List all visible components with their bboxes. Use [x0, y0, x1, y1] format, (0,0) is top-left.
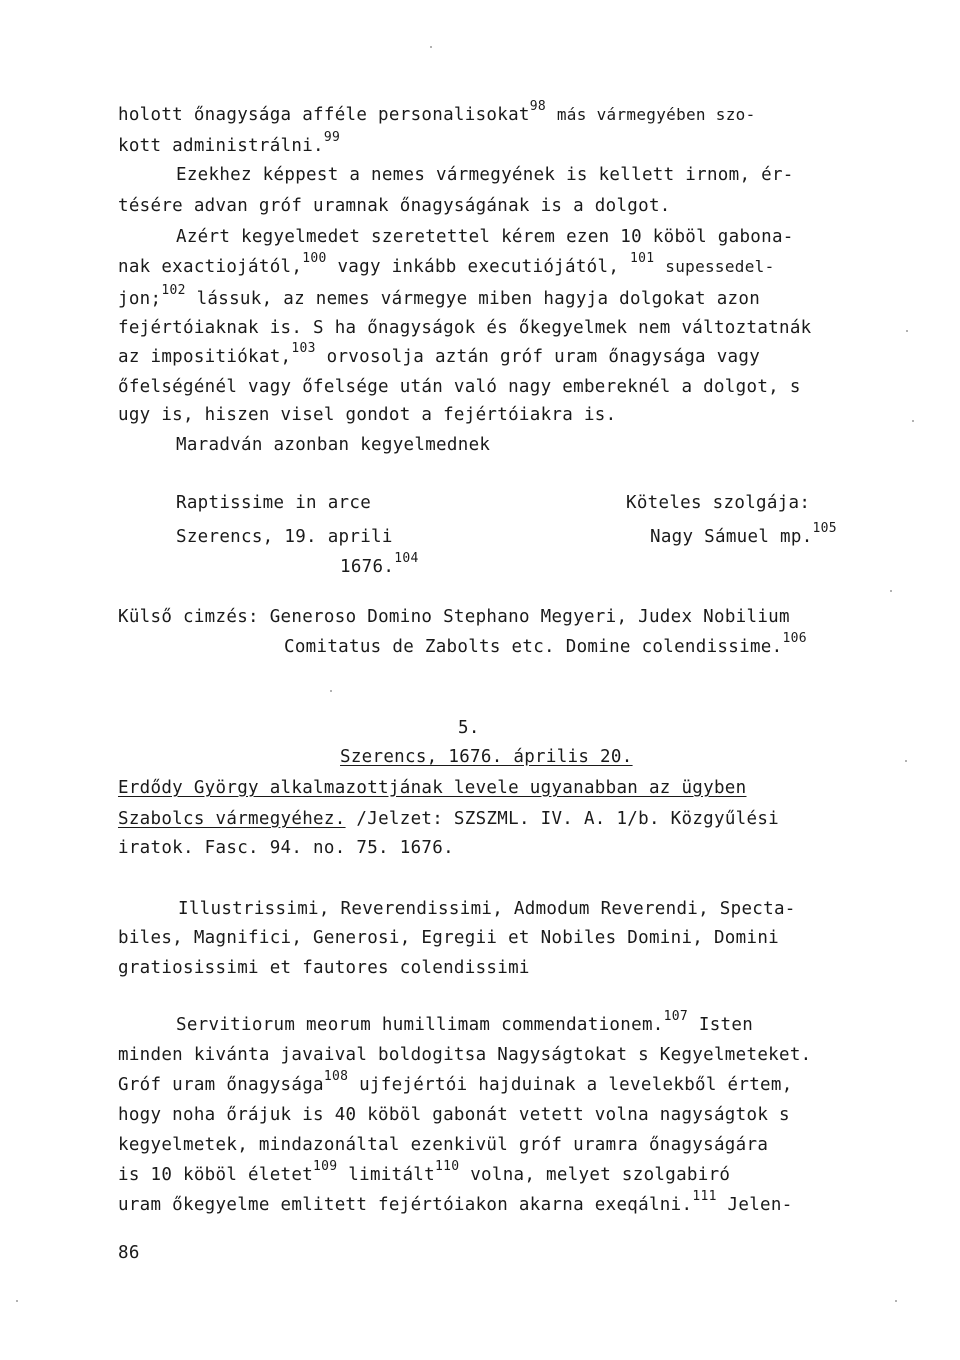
- text-line: Ezekhez képpest a nemes vármegyének is kellett irnom, ér-: [176, 165, 794, 185]
- text-line: ugy is, hiszen visel gondot a fejértóiakra is.: [118, 405, 617, 425]
- text-line: Azért kegyelmedet szeretettel kérem ezen 10 köböl gabona-: [176, 227, 794, 247]
- footnote-ref: 105: [812, 521, 837, 537]
- footnote-ref: 109: [313, 1159, 338, 1175]
- year: 1676.$^{104}$: [340, 551, 419, 577]
- text-line: Maradván azonban kegyelmednek: [176, 435, 491, 455]
- salutation-line: Illustrissimi, Reverendissimi, Admodum Reverendi, Specta-: [178, 899, 796, 919]
- footnote-ref: 108: [323, 1069, 349, 1085]
- address-line: Comitatus de Zabolts etc. Domine colendissime.$^{106}$: [284, 631, 807, 657]
- letter-title: Szabolcs vármegyéhez. /Jelzet: SZSZML. IV. A. 1/b. Közgyűlési: [118, 809, 780, 829]
- letter-place-date: Szerencs, 1676. április 20.: [340, 747, 633, 767]
- text-line: jon;$^{102}$ lássuk, az nemes vármegye miben hagyja dolgokat azon: [118, 283, 761, 309]
- text-line: is 10 köböl életet$^{109}$ limitált$^{110}$ volna, melyet szolgabiró: [118, 1159, 731, 1185]
- text-line: kegyelmetek, mindazonáltal ezenkivül gróf uramra őnagyságára: [118, 1135, 769, 1155]
- footnote-ref: 107: [663, 1009, 689, 1025]
- text-line: holott őnagysága afféle personalisokat$^{98}$ más vármegyében szo-: [118, 99, 756, 125]
- letter-number: 5.: [458, 718, 480, 738]
- footnote-ref: 111: [692, 1189, 717, 1205]
- scan-speck: [16, 1300, 18, 1302]
- signature-name: Nagy Sámuel mp.$^{105}$: [650, 521, 837, 547]
- text-line: Gróf uram őnagysága$^{108}$ ujfejértói hajduinak a levelekből értem,: [118, 1069, 793, 1095]
- text-line: minden kivánta javaival boldogitsa Nagyságtokat s Kegyelmeteket.: [118, 1045, 812, 1065]
- address-line: Külső cimzés: Generoso Domino Stephano Megyeri, Judex Nobilium: [118, 607, 790, 627]
- footnote-ref: 98: [529, 99, 547, 115]
- footnote-ref: 99: [323, 130, 341, 146]
- footnote-ref: 100: [302, 251, 327, 267]
- scan-speck: [330, 690, 332, 692]
- text-line: uram őkegyelme emlitett fejértóiakon akarna exeqálni.$^{111}$ Jelen-: [118, 1189, 793, 1215]
- scan-speck: [906, 330, 908, 332]
- scan-speck: [905, 760, 907, 762]
- text-line: őfelségénél vagy őfelsége után való nagy embereknél a dolgot, s: [118, 377, 801, 397]
- footnote-ref: 101: [630, 251, 655, 267]
- letter-reference: iratok. Fasc. 94. no. 75. 1676.: [118, 838, 454, 858]
- footnote-ref: 102: [161, 283, 186, 299]
- closing-formula: Raptissime in arce: [176, 493, 372, 513]
- letter-title: Erdődy György alkalmazottjának levele ugyanabban az ügyben: [118, 778, 747, 798]
- footnote-ref: 110: [434, 1159, 460, 1175]
- place-date: Szerencs, 19. aprili: [176, 527, 393, 547]
- text-line: Servitiorum meorum humillimam commendationem.$^{107}$ Isten: [176, 1009, 754, 1035]
- text-line: az impositiókat,$^{103}$ orvosolja aztán gróf uram őnagysága vagy: [118, 341, 761, 367]
- footnote-ref: 106: [782, 631, 807, 647]
- footnote-ref: 104: [394, 551, 419, 567]
- salutation-line: gratiosissimi et fautores colendissimi: [118, 958, 530, 978]
- text-line: kott administrálni.$^{99}$: [118, 130, 341, 156]
- text-line: nak exactiojától,$^{100}$ vagy inkább executiójától, $^{101}$ supessedel-: [118, 251, 775, 277]
- scan-speck: [430, 46, 432, 48]
- scan-speck: [890, 590, 892, 592]
- text-line: hogy noha őrájuk is 40 köböl gabonát vetett volna nagyságtok s: [118, 1105, 790, 1125]
- scan-speck: [895, 1300, 897, 1302]
- page-number: 86: [118, 1243, 140, 1263]
- footnote-ref: 103: [291, 341, 316, 357]
- salutation-line: biles, Magnifici, Generosi, Egregii et Nobiles Domini, Domini: [118, 928, 779, 948]
- signature-greeting: Köteles szolgája:: [626, 493, 811, 513]
- text-line: fejértóiaknak is. S ha őnagyságok és őkegyelmek nem változtatnák: [118, 318, 812, 338]
- scan-speck: [912, 420, 914, 422]
- text-line: tésére advan gróf uramnak őnagyságának is a dolgot.: [118, 196, 671, 216]
